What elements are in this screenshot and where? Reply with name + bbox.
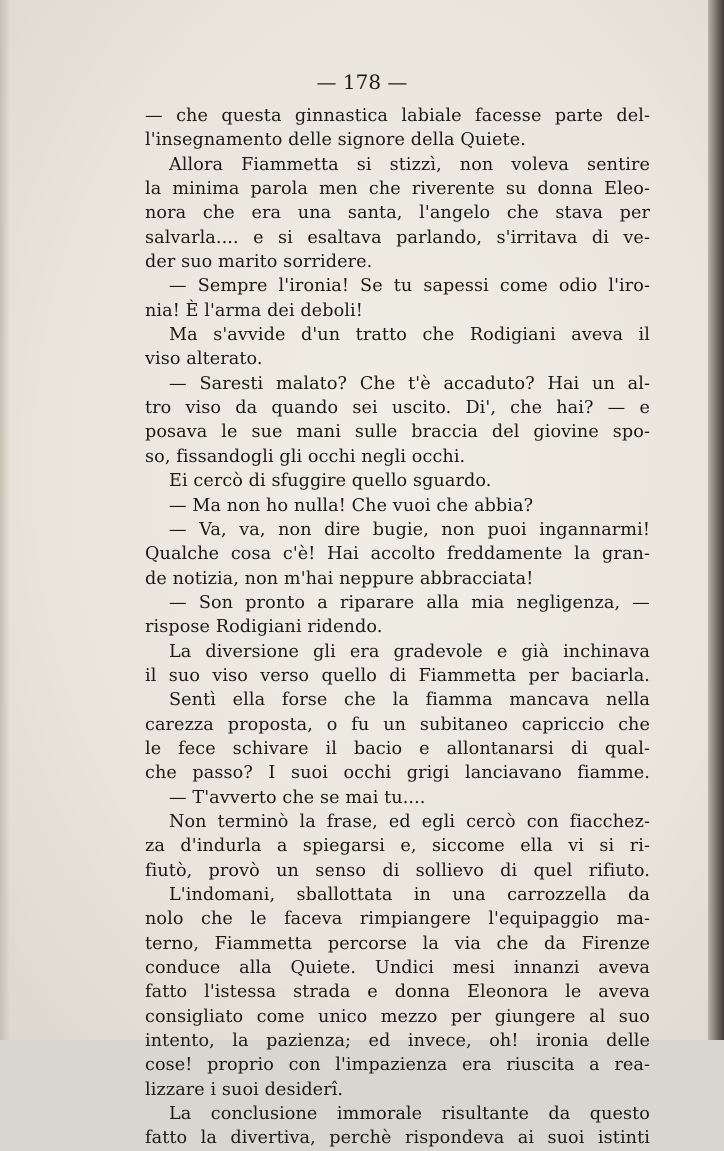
text-line: — Ma non ho nulla! Che vuoi che abbia? bbox=[169, 495, 534, 516]
text-line: viso alterato. bbox=[145, 349, 263, 370]
text-line: — Va, va, non dire bugie, non puoi ingannarmi! bbox=[169, 519, 650, 540]
text-line: — che questa ginnastica labiale facesse parte del- bbox=[145, 106, 650, 126]
text-line: salvarla.... e si esaltava parlando, s'irritava di ve- bbox=[145, 227, 650, 248]
text-line: cose! proprio con l'impazienza era riuscita a rea- bbox=[145, 1055, 650, 1076]
text-line: — Sempre l'ironia! Se tu sapessi come odio l'iro- bbox=[169, 276, 650, 297]
text-line: Sentì ella forse che la fiamma mancava nella bbox=[169, 690, 650, 711]
text-line: lizzare i suoi desiderî. bbox=[145, 1079, 344, 1100]
text-line: intento, la pazienza; ed invece, oh! ironia delle bbox=[145, 1031, 650, 1052]
text-line: carezza proposta, o fu un subitaneo capriccio che bbox=[145, 714, 650, 735]
text-line: za d'indurla a spiegarsi e, siccome ella vi si ri- bbox=[145, 836, 650, 857]
text-line: Allora Fiammetta si stizzì, non voleva sentire bbox=[169, 154, 650, 175]
text-line: posava le sue mani sulle braccia del giovine spo- bbox=[145, 422, 650, 443]
page-left-edge-shadow bbox=[0, 0, 10, 1040]
text-line: consigliato come unico mezzo per giungere al suo bbox=[145, 1006, 650, 1027]
text-line: — Son pronto a riparare alla mia negligenza, — bbox=[169, 592, 650, 613]
book-gutter-shadow bbox=[708, 0, 724, 1040]
text-line: fatto la divertiva, perchè rispondeva ai suoi istinti bbox=[145, 1128, 650, 1149]
text-line: nora che era una santa, l'angelo che stava per bbox=[145, 203, 650, 224]
text-line: Ei cercò di sfuggire quello sguardo. bbox=[169, 471, 492, 492]
text-line: Ma s'avvide d'un tratto che Rodigiani aveva il bbox=[169, 325, 650, 346]
body-text bbox=[145, 104, 650, 1151]
text-line: der suo marito sorridere. bbox=[145, 252, 373, 273]
text-line: nolo che le faceva rimpiangere l'equipaggio ma- bbox=[145, 909, 650, 930]
text-line: La conclusione immorale risultante da questo bbox=[169, 1104, 650, 1125]
text-line: l'insegnamento delle signore della Quiete. bbox=[145, 130, 526, 151]
text-line: fiutò, provò un senso di sollievo di quel rifiuto. bbox=[145, 860, 650, 881]
text-line: de notizia, non m'hai neppure abbracciata! bbox=[145, 568, 534, 589]
text-line: terno, Fiammetta percorse la via che da Firenze bbox=[145, 933, 650, 954]
text-line: la minima parola men che riverente su donna Eleo- bbox=[145, 179, 650, 200]
text-line: L'indomani, sballottata in una carrozzella da bbox=[169, 885, 650, 905]
text-line: — Saresti malato? Che t'è accaduto? Hai un al- bbox=[169, 373, 650, 394]
page-number: — 178 — bbox=[316, 70, 408, 94]
text-line: La diversione gli era gradevole e già inchinava bbox=[169, 641, 650, 662]
text-line: conduce alla Quiete. Undici mesi innanzi aveva bbox=[145, 958, 650, 979]
text-line: il suo viso verso quello di Fiammetta per baciarla. bbox=[145, 665, 650, 686]
text-line: nia! È l'arma dei deboli! bbox=[145, 300, 363, 321]
text-line: Qualche cosa c'è! Hai accolto freddamente la gran- bbox=[145, 544, 650, 565]
text-line: fatto l'istessa strada e donna Eleonora le aveva bbox=[145, 982, 650, 1003]
text-line: tro viso da quando sei uscito. Di', che hai? — e bbox=[145, 398, 650, 419]
text-line: rispose Rodigiani ridendo. bbox=[145, 617, 383, 638]
text-line: che passo? I suoi occhi grigi lanciavano fiamme. bbox=[145, 763, 650, 784]
text-line: — T'avverto che se mai tu.... bbox=[169, 787, 426, 808]
text-line: le fece schivare il bacio e allontanarsi di qual- bbox=[145, 738, 650, 759]
text-line: so, fissandogli gli occhi negli occhi. bbox=[145, 446, 466, 467]
text-line: Non terminò la frase, ed egli cercò con fiacchez- bbox=[169, 811, 650, 832]
